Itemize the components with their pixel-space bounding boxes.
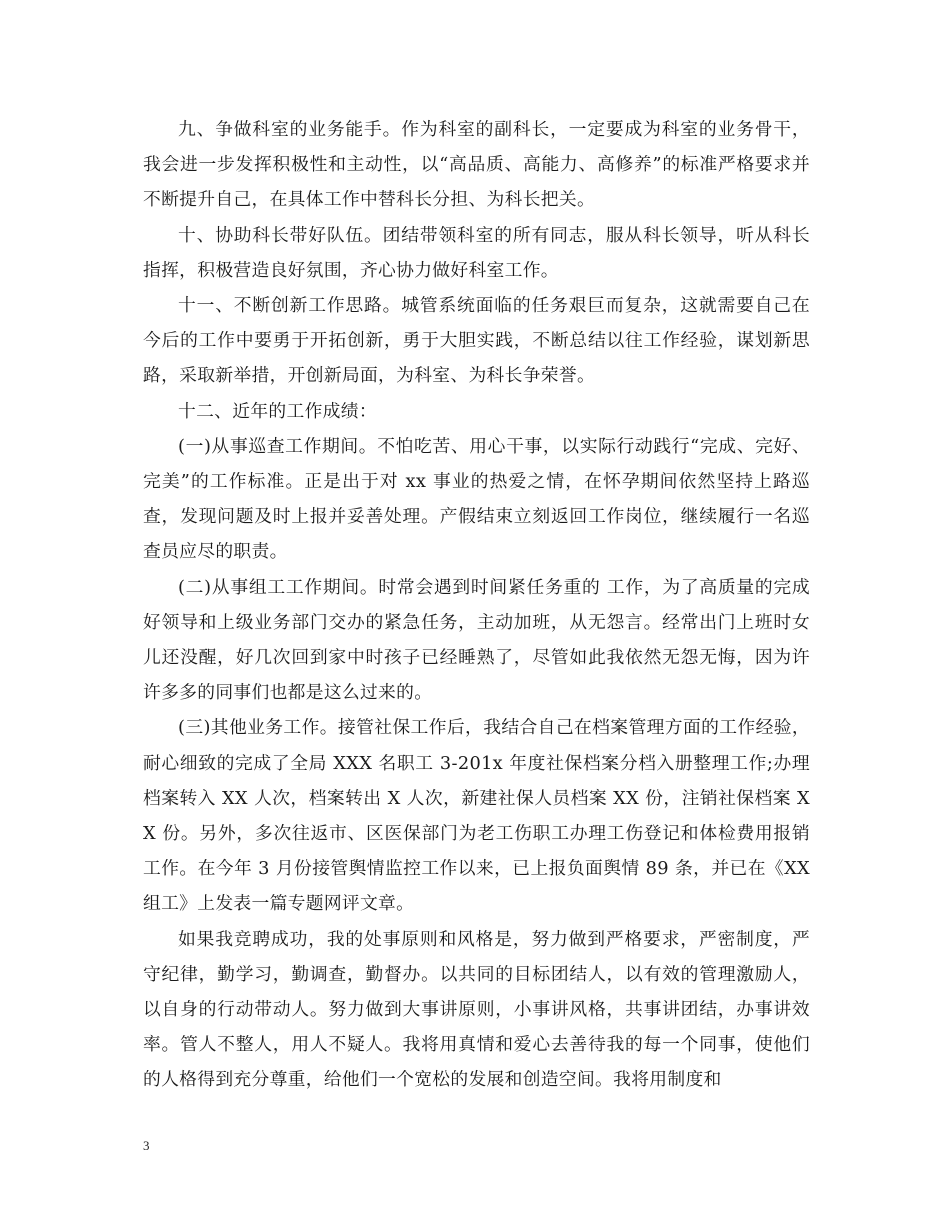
paragraph-item-ten: 十、协助科长带好队伍。团结带领科室的所有同志，服从科长领导，听从科长指挥，积极营造良好氛围，齐心协力做好科室工作。 <box>143 224 810 281</box>
paragraph-item-twelve-heading: 十二、近年的工作成绩： <box>178 400 377 422</box>
paragraph-item-eleven: 十一、不断创新工作思路。城管系统面临的任务艰巨而复杂，这就需要自己在今后的工作中要勇于开拓创新，勇于大胆实践，不断总结以往工作经验，谋划新思路，采取新举措，开创新局面，为科室、为科长争荣誉。 <box>143 295 810 387</box>
paragraph-item-nine: 九、争做科室的业务能手。作为科室的副科长，一定要成为科室的业务骨干，我会进一步发挥积极性和主动性，以“高品质、高能力、高修养”的标准严格要求并不断提升自己，在具体工作中替科长分担、为科长把关。 <box>143 119 810 211</box>
paragraph-principles: 如果我竞聘成功，我的处事原则和风格是，努力做到严格要求，严密制度，严守纪律，勤学习，勤调查，勤督办。以共同的目标团结人，以有效的管理激励人，以自身的行动带动人。努力做到大事讲原则，小事讲风格，共事讲团结，办事讲效率。管人不整人，用人不疑人。我将用真情和爱心去善待我的每一个同事，使他们的人格得到充分尊重，给他们一个宽松的发展和创造空间。我将用制度和 <box>143 928 810 1091</box>
page-number: 3 <box>143 1138 150 1153</box>
document-body <box>143 112 810 1098</box>
paragraph-achievement-other: (三)其他业务工作。接管社保工作后，我结合自己在档案管理方面的工作经验，耐心细致的完成了全局 XXX 名职工 3-201x 年度社保档案分档入册整理工作;办理档案转入 XX 人次，档案转出 X 人次，新建社保人员档案 XX 份，注销社保档案 XX 份。另外，多次往返市、区医保部门为老工伤职工办理工伤登记和体检费用报销工作。在今年 3 月份接管舆情监控工作以来，已上报负面舆情 89 条，并已在《XX 组工》上发表一篇专题网评文章。 <box>143 717 810 915</box>
paragraph-achievement-organization: (二)从事组工工作期间。时常会遇到时间紧任务重的 工作，为了高质量的完成好领导和上级业务部门交办的紧急任务，主动加班，从无怨言。经常出门上班时女儿还没醒，好几次回到家中时孩子已经睡熟了，尽管如此我依然无怨无悔，因为许许多多的同事们也都是这么过来的。 <box>143 576 810 704</box>
paragraph-achievement-patrol: (一)从事巡查工作期间。不怕吃苦、用心干事，以实际行动践行“完成、完好、完美”的工作标准。正是出于对 xx 事业的热爱之情，在怀孕期间依然坚持上路巡查，发现问题及时上报并妥善处理。产假结束立刻返回工作岗位，继续履行一名巡查员应尽的职责。 <box>143 435 810 563</box>
